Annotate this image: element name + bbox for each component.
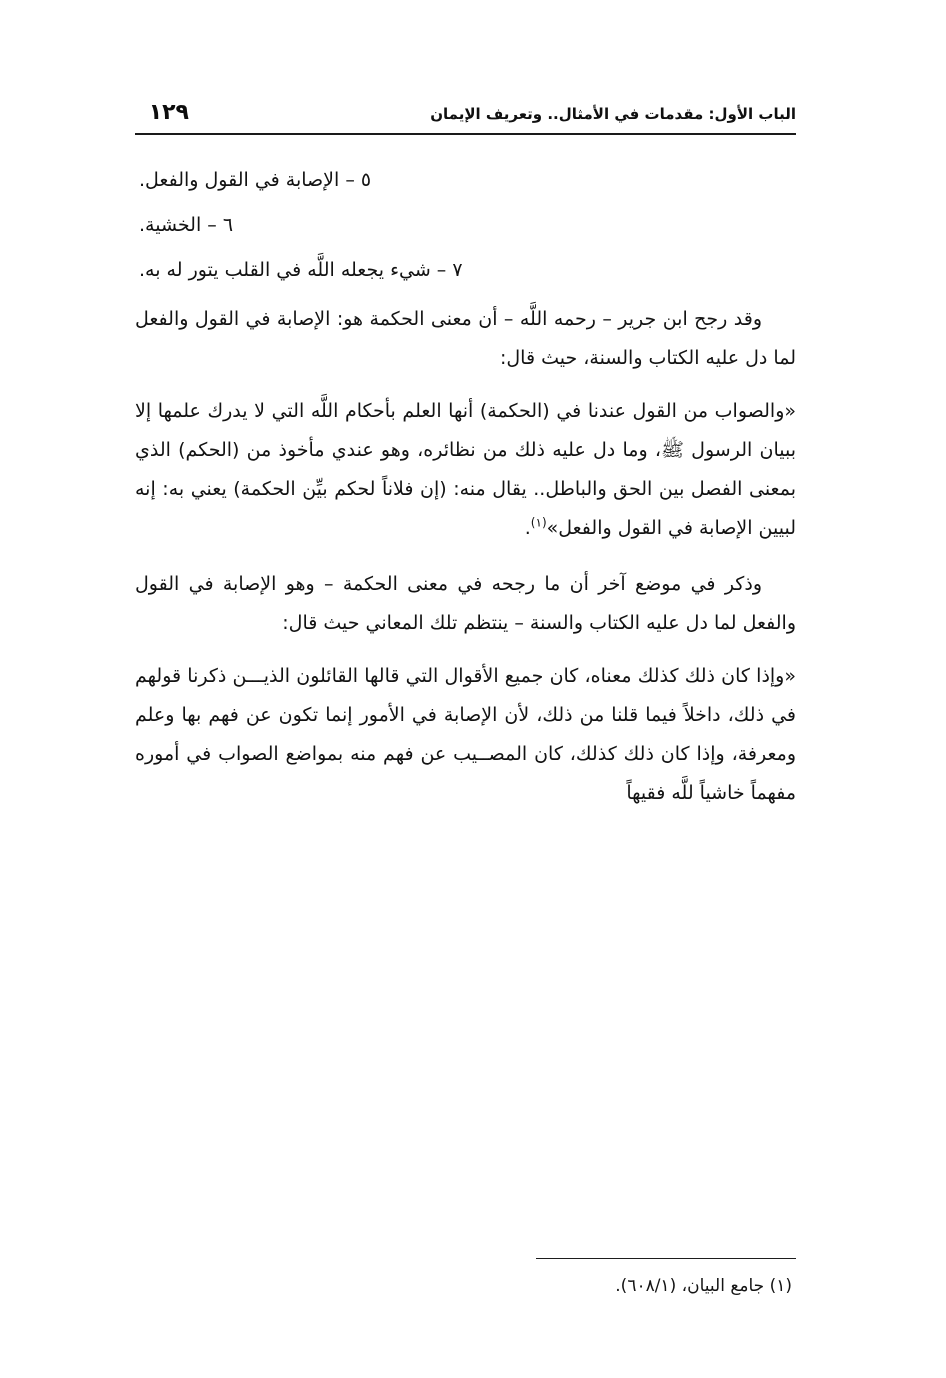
- quotation-paragraph: «وإذا كان ذلك كذلك معناه، كان جميع الأقوال التي قالها القائلون الذيـــن ذكرنا قولهم في ذلك، داخلاً فيما قلنا من ذلك، لأن الإصابة في الأمور إنما تكون عن فهم بها وعلم ومعرفة، وإذا كان ذلك كذلك، كان المصــيب عن فهم منه بمواضع الصواب في أموره مفهماً خاشياً للَّه فقيهاً: [135, 665, 796, 805]
- footnote-text: (١) جامع البيان، (٦٠٨/١).: [615, 1275, 792, 1296]
- footnote-reference: (١): [530, 515, 547, 530]
- numbered-list: [135, 161, 796, 290]
- list-item: ٦ – الخشية.: [139, 213, 234, 236]
- header-divider: [135, 133, 796, 135]
- paragraph: وقد رجح ابن جرير – رحمه اللَّه – أن معنى الحكمة هو: الإصابة في القول والفعل لما دل عليه الكتاب والسنة، حيث قال:: [135, 307, 796, 369]
- page-header: [135, 100, 796, 131]
- list-item: ٥ – الإصابة في القول والفعل.: [139, 169, 372, 191]
- footnote-area: [135, 1258, 796, 1300]
- list-item: ٧ – شيء يجعله اللَّه في القلب يتور له به.: [139, 258, 463, 281]
- paragraph: وذكر في موضع آخر أن ما رجحه في معنى الحكمة – وهو الإصابة في القول والفعل لما دل عليه الكتاب والسنة – ينتظم تلك المعاني حيث قال:: [135, 573, 796, 635]
- quotation-trailing: .: [524, 516, 531, 539]
- page-content: [135, 161, 796, 813]
- page-number: ١٢٩: [148, 100, 189, 125]
- quotation-text: «والصواب من القول عندنا في (الحكمة) أنها العلم بأحكام اللَّه التي لا يدرك علمها إلا ببيان الرسول ﷺ، وما دل عليه ذلك من نظائره، وهو عندي مأخوذ من (الحكم) الذي بمعنى الفصل بين الحق والباطل.. يقال منه: (إن فلاناً لحكم بيِّن الحكمة) يعني به: إنه لبيين الإصابة في القول والفعل»: [135, 399, 796, 539]
- header-title: الباب الأول: مقدمات في الأمثال.. وتعريف الإيمان: [430, 105, 796, 123]
- footnote-divider: [536, 1258, 796, 1259]
- quotation-paragraph: [135, 392, 796, 548]
